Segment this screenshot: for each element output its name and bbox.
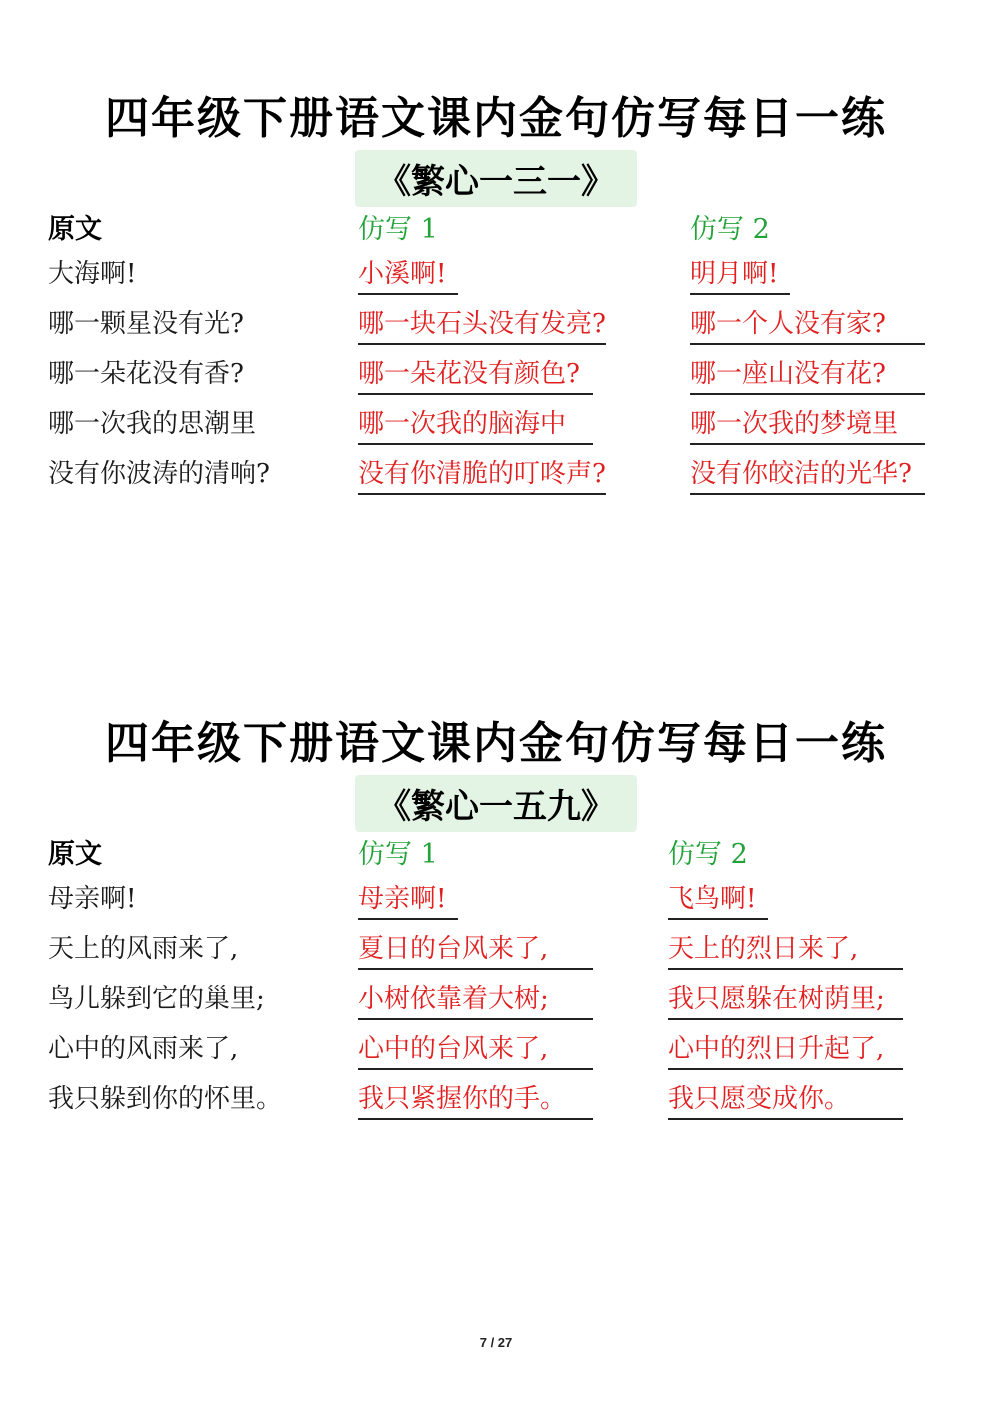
original-column (48, 835, 282, 1125)
rewrite-1-column (358, 835, 593, 1125)
rewrite-line (668, 875, 903, 925)
original-line: 没有你波涛的清响? (48, 459, 270, 489)
section-title: 四年级下册语文课内金句仿写每日一练 (105, 93, 887, 144)
rewrite-text: 没有你清脆的叮咚声? (358, 455, 606, 495)
rewrite-2-heading: 仿写 2 (690, 214, 770, 245)
original-line: 哪一颗星没有光? (48, 309, 244, 339)
rewrite-line (668, 975, 903, 1025)
rewrite-text: 心中的烈日升起了, (668, 1030, 903, 1070)
rewrite-line (358, 450, 606, 500)
rewrite-line (358, 975, 593, 1025)
rewrite-text: 天上的烈日来了, (668, 930, 903, 970)
rewrite-line (358, 350, 606, 400)
rewrite-line (358, 925, 593, 975)
rewrite-text: 哪一座山没有花? (690, 355, 925, 395)
rewrite-text: 哪一朵花没有颜色? (358, 355, 593, 395)
rewrite-line (358, 1025, 593, 1075)
rewrite-text: 明月啊! (690, 255, 790, 295)
rewrite-line (358, 400, 606, 450)
rewrite-2-heading: 仿写 2 (668, 839, 748, 870)
original-column (48, 210, 270, 500)
original-line: 鸟儿躲到它的巢里; (48, 984, 265, 1014)
rewrite-text: 小树依靠着大树; (358, 980, 593, 1020)
rewrite-text: 小溪啊! (358, 255, 458, 295)
rewrite-line (358, 875, 593, 925)
rewrite-line (358, 300, 606, 350)
rewrite-line (668, 1075, 903, 1125)
exercise-section-1 (0, 0, 992, 560)
original-line: 天上的风雨来了, (48, 934, 239, 964)
rewrite-1-column (358, 210, 606, 500)
rewrite-line (668, 925, 903, 975)
subtitle-text: 《繁心一五九》 (355, 775, 637, 832)
rewrite-line (690, 300, 925, 350)
original-line: 哪一次我的思潮里 (48, 409, 257, 439)
rewrite-2-column (668, 835, 903, 1125)
section-subtitle (0, 775, 992, 832)
rewrite-text: 母亲啊! (358, 880, 458, 920)
rewrite-text: 夏日的台风来了, (358, 930, 593, 970)
rewrite-text: 我只愿变成你。 (668, 1080, 903, 1120)
original-line: 大海啊! (48, 259, 137, 289)
rewrite-text: 心中的台风来了, (358, 1030, 593, 1070)
rewrite-text: 哪一个人没有家? (690, 305, 925, 345)
rewrite-line (690, 450, 925, 500)
section-title: 四年级下册语文课内金句仿写每日一练 (105, 718, 887, 769)
rewrite-1-heading: 仿写 1 (358, 839, 438, 870)
rewrite-text: 我只愿躲在树荫里; (668, 980, 903, 1020)
rewrite-text: 哪一次我的脑海中 (358, 405, 593, 445)
rewrite-text: 我只紧握你的手。 (358, 1080, 593, 1120)
rewrite-line (690, 350, 925, 400)
original-line: 母亲啊! (48, 884, 137, 914)
rewrite-text: 哪一块石头没有发亮? (358, 305, 606, 345)
original-line: 哪一朵花没有香? (48, 359, 244, 389)
page-number: 7 / 27 (479, 1335, 513, 1350)
original-line: 我只躲到你的怀里。 (48, 1084, 283, 1114)
rewrite-text: 没有你皎洁的光华? (690, 455, 925, 495)
rewrite-2-column (690, 210, 925, 500)
rewrite-text: 飞鸟啊! (668, 880, 768, 920)
original-heading: 原文 (48, 839, 102, 870)
rewrite-line (690, 400, 925, 450)
rewrite-line (690, 250, 925, 300)
exercise-section-2 (0, 625, 992, 1185)
original-heading: 原文 (48, 214, 102, 245)
subtitle-text: 《繁心一三一》 (355, 150, 637, 207)
rewrite-1-heading: 仿写 1 (358, 214, 438, 245)
rewrite-line (358, 1075, 593, 1125)
rewrite-text: 哪一次我的梦境里 (690, 405, 925, 445)
rewrite-line (668, 1025, 903, 1075)
original-line: 心中的风雨来了, (48, 1034, 239, 1064)
rewrite-line (358, 250, 606, 300)
section-subtitle (0, 150, 992, 207)
